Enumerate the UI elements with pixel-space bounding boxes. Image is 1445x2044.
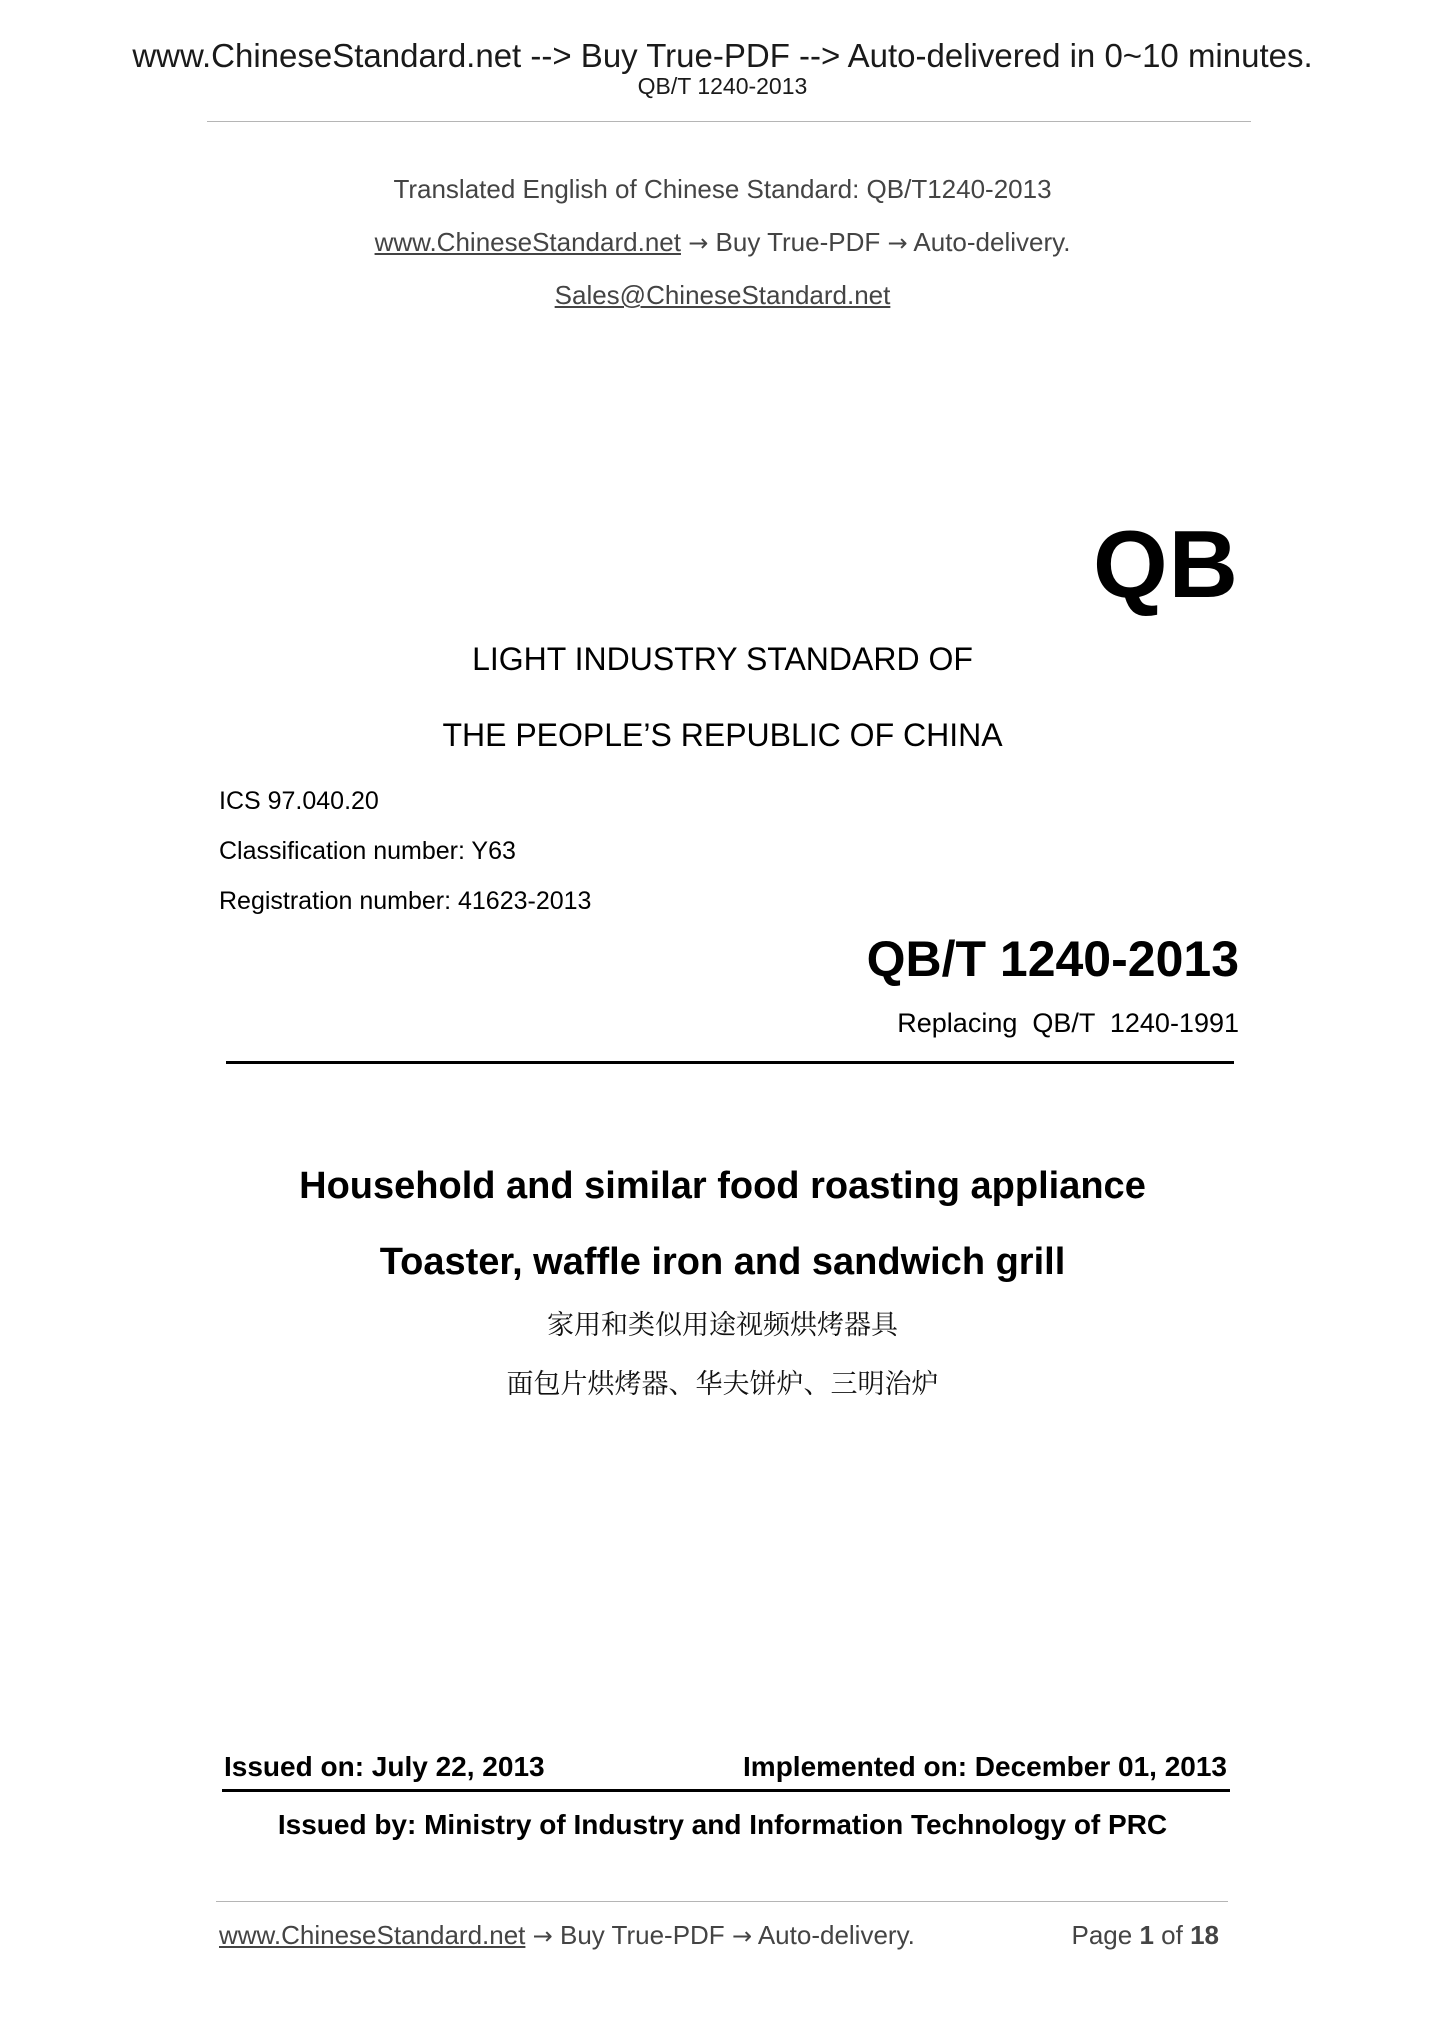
delivery-text: Auto-delivery. [913,227,1071,257]
footer-purchase-line [219,1918,915,1953]
site-link[interactable]: www.ChineseStandard.net [374,227,681,257]
right-arrow-icon: → [887,229,908,257]
ics-number: ICS 97.040.20 [219,787,379,815]
running-header: QB/T 1240-2013 [637,73,808,99]
page-total: 18 [1190,1920,1219,1950]
standard-number: QB/T 1240-2013 [866,931,1239,987]
sales-email-link[interactable]: Sales@ChineseStandard.net [554,280,891,310]
page-current: 1 [1139,1920,1154,1950]
issued-on-date: Issued on: July 22, 2013 [224,1751,545,1782]
page-indicator [1071,1918,1219,1952]
title-cn-line-2: 面包片烘烤器、华夫饼炉、三明治炉 [506,1369,939,1400]
replacing-note: Replacing QB/T 1240-1991 [897,1008,1239,1038]
footer-buy-text: Buy True-PDF [559,1920,725,1950]
header-divider [207,121,1251,122]
translation-notice: Translated English of Chinese Standard: QB/T1240-2013 [393,174,1052,204]
org-line-1: LIGHT INDUSTRY STANDARD OF [472,641,973,677]
title-en-line-2: Toaster, waffle iron and sandwich grill [379,1241,1066,1283]
org-line-2: THE PEOPLE’S REPUBLIC OF CHINA [442,717,1003,753]
email-line [0,278,1445,312]
classification-number: Classification number: Y63 [219,837,516,865]
registration-number: Registration number: 41623-2013 [219,887,592,915]
issuer-divider [222,1789,1230,1792]
footer-site-link[interactable]: www.ChineseStandard.net [219,1920,526,1950]
title-en-line-1: Household and similar food roasting appliance [299,1165,1146,1207]
buy-text: Buy True-PDF [715,227,881,257]
right-arrow-icon: → [731,1922,753,1950]
top-banner: www.ChineseStandard.net --> Buy True-PDF --> Auto-delivered in 0~10 minutes. [132,37,1313,74]
implemented-on-date: Implemented on: December 01, 2013 [743,1751,1227,1782]
standard-code-letters: QB [1093,511,1239,618]
of-label: of [1161,1920,1183,1950]
right-arrow-icon: → [688,229,709,257]
page-label: Page [1071,1920,1133,1950]
purchase-line [0,225,1445,260]
footer-delivery-text: Auto-delivery. [757,1920,915,1950]
issued-by: Issued by: Ministry of Industry and Information Technology of PRC [277,1809,1168,1840]
title-divider [226,1061,1234,1064]
right-arrow-icon: → [532,1922,553,1950]
footer-divider [216,1901,1228,1902]
title-cn-line-1: 家用和类似用途视频烘烤器具 [547,1310,898,1341]
